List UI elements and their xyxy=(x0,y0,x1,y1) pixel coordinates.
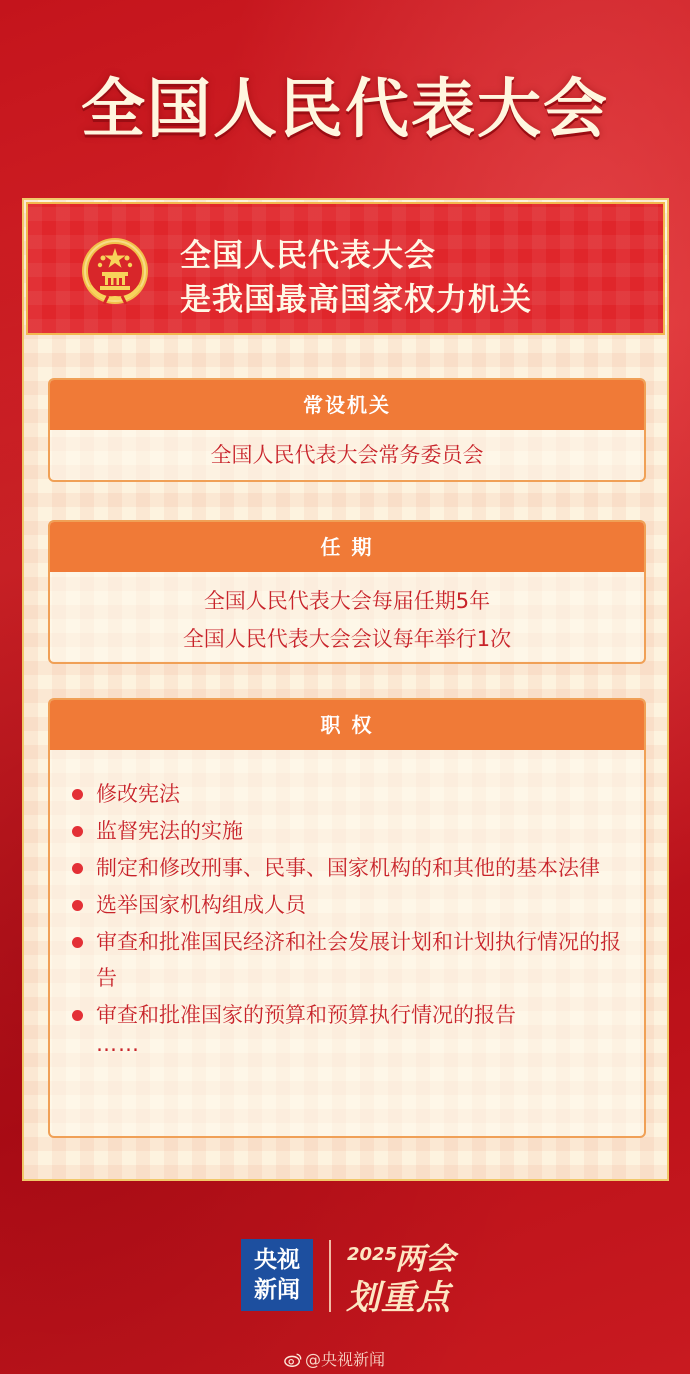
list-ellipsis: …… xyxy=(96,1032,140,1056)
list-item: 选举国家机构组成人员 xyxy=(72,887,624,923)
footer-year: 2025 xyxy=(347,1244,398,1265)
powers-list xyxy=(50,750,644,1033)
bullet-dot-icon xyxy=(72,1010,83,1021)
page-title: 全国人民代表大会 xyxy=(81,73,609,147)
cctv-news-logo: 央视 新闻 xyxy=(241,1239,313,1311)
bullet-dot-icon xyxy=(72,826,83,837)
list-item: 制定和修改刑事、民事、国家机构的和其他的基本法律 xyxy=(72,850,624,886)
footer-slogan-bottom: 划重点 xyxy=(346,1278,451,1318)
bullet-dot-icon xyxy=(72,863,83,874)
term-line: 全国人民代表大会会议每年举行1次 xyxy=(182,627,512,651)
national-emblem-icon xyxy=(80,236,150,306)
bullet-dot-icon xyxy=(72,789,83,800)
list-item: 监督宪法的实施 xyxy=(72,813,624,849)
term-section xyxy=(48,520,646,664)
banner-title: 全国人民代表大会 xyxy=(180,238,436,274)
list-item: 审查和批准国家的预算和预算执行情况的报告 xyxy=(72,997,624,1033)
bullet-dot-icon xyxy=(72,937,83,948)
powers-section xyxy=(48,698,646,1138)
section-text: 全国人民代表大会常务委员会 xyxy=(210,443,484,467)
section-header: 职 权 xyxy=(50,700,644,750)
weibo-icon xyxy=(284,1352,302,1367)
footer-slogan-top: 两会 xyxy=(395,1242,455,1277)
weibo-watermark: @央视新闻 xyxy=(284,1347,385,1370)
content-panel xyxy=(22,198,669,1181)
section-header: 常设机关 xyxy=(50,380,644,430)
list-item: 修改宪法 xyxy=(72,776,624,812)
section-header: 任 期 xyxy=(50,522,644,572)
term-line: 全国人民代表大会每届任期5年 xyxy=(203,589,491,613)
bullet-dot-icon xyxy=(72,900,83,911)
list-item: 审查和批准国民经济和社会发展计划和计划执行情况的报告 xyxy=(72,924,624,996)
header-banner xyxy=(26,202,665,335)
footer-divider xyxy=(329,1240,331,1312)
banner-subtitle: 是我国最高国家权力机关 xyxy=(180,282,532,318)
standing-body-section xyxy=(48,378,646,482)
